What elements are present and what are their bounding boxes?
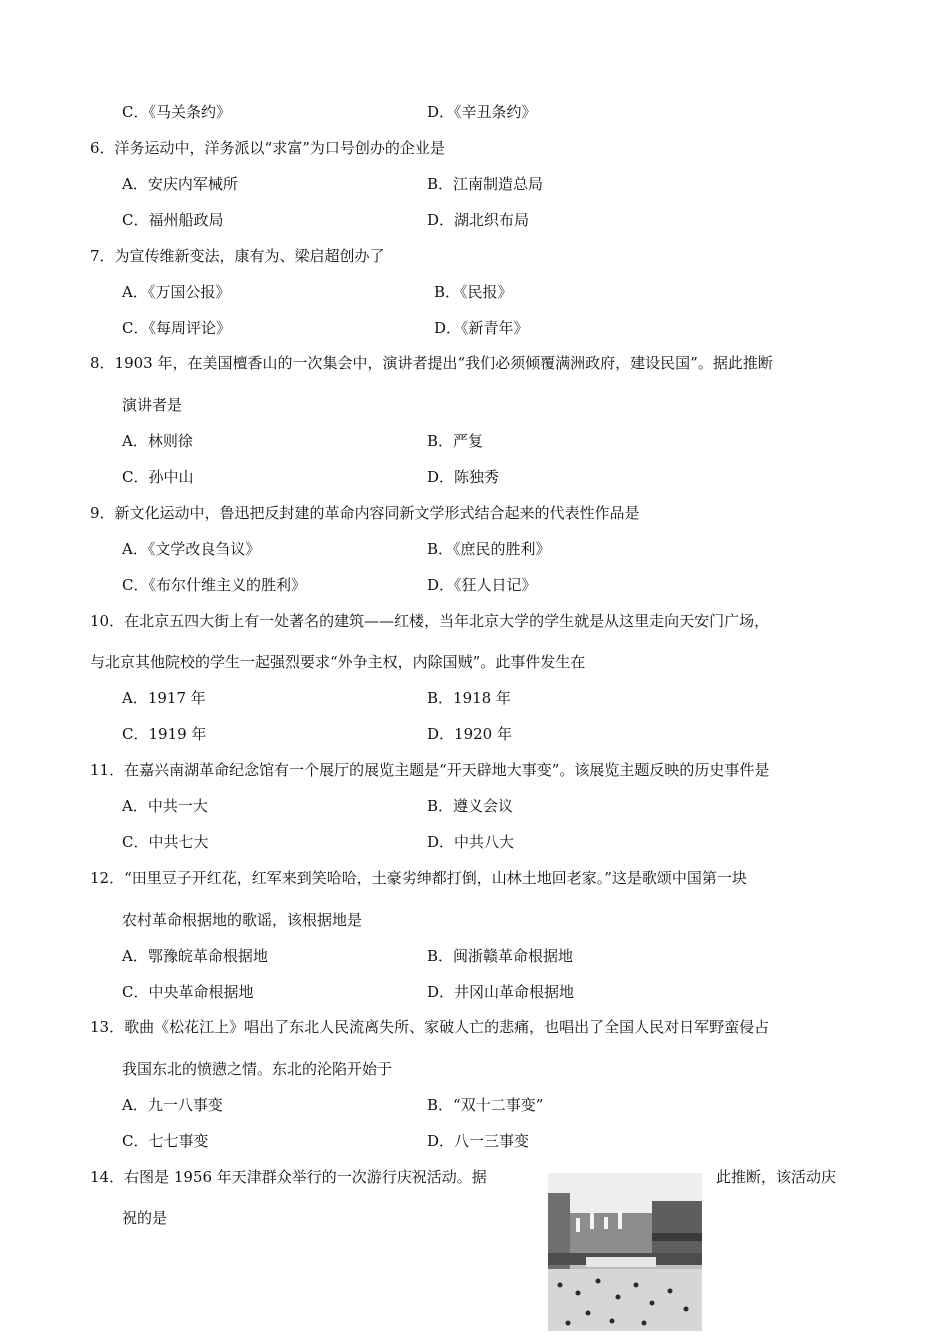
option-c[interactable]: C．《马关条约》: [122, 103, 231, 121]
question-7: 7．为宣传维新变法，康有为、梁启超创办了: [90, 247, 385, 265]
question-12: 12．“田里豆子开红花，红军来到笑哈哈，土豪劣绅都打倒，山林土地回老家。”这是歌颂中国第一块: [90, 869, 747, 887]
question-11: 11．在嘉兴南湖革命纪念馆有一个展厅的展览主题是“开天辟地大事变”。该展览主题反映的历史事件是: [90, 761, 770, 779]
option-d[interactable]: D．《狂人日记》: [427, 576, 537, 594]
option-c[interactable]: C．中共七大: [122, 833, 209, 851]
option-b[interactable]: B．“双十二事变”: [427, 1096, 544, 1114]
option-c[interactable]: C．福州船政局: [122, 211, 224, 229]
question-9: 9．新文化运动中，鲁迅把反封建的革命内容同新文学形式结合起来的代表性作品是: [90, 504, 640, 522]
option-d[interactable]: D．中共八大: [427, 833, 515, 851]
option-a[interactable]: A．鄂豫皖革命根据地: [122, 947, 268, 965]
option-a[interactable]: A．《万国公报》: [122, 283, 231, 301]
option-d[interactable]: D．1920 年: [427, 725, 512, 743]
option-a[interactable]: A．林则徐: [122, 432, 193, 450]
option-a[interactable]: A．中共一大: [122, 797, 208, 815]
question-8-continued: 演讲者是: [122, 396, 183, 414]
option-b[interactable]: B．江南制造总局: [427, 175, 544, 193]
option-b[interactable]: B．《民报》: [434, 283, 513, 301]
option-b[interactable]: B．严复: [427, 432, 484, 450]
option-c[interactable]: C．1919 年: [122, 725, 207, 743]
option-b[interactable]: B．遵义会议: [427, 797, 514, 815]
question-13-continued: 我国东北的愤懑之情。东北的沦陷开始于: [122, 1060, 393, 1078]
option-b[interactable]: B．闽浙赣革命根据地: [427, 947, 574, 965]
question-12-continued: 农村革命根据地的歌谣，该根据地是: [122, 911, 363, 929]
question-13: 13．歌曲《松花江上》唱出了东北人民流离失所、家破人亡的悲痛，也唱出了全国人民对日军野蛮侵占: [90, 1018, 770, 1036]
option-c[interactable]: C．七七事变: [122, 1132, 209, 1150]
question-6: 6．洋务运动中，洋务派以“求富”为口号创办的企业是: [90, 139, 445, 157]
option-a[interactable]: A．九一八事变: [122, 1096, 223, 1114]
option-d[interactable]: D．井冈山革命根据地: [427, 983, 575, 1001]
question-14-continued: 祝的是: [122, 1209, 168, 1227]
option-c[interactable]: C．《每周评论》: [122, 319, 231, 337]
question-8: 8．1903 年，在美国檀香山的一次集会中，演讲者提出“我们必须倾覆满洲政府，建设民国”。据此推断: [90, 354, 773, 372]
option-d[interactable]: D．陈独秀: [427, 468, 500, 486]
option-c[interactable]: C．孙中山: [122, 468, 194, 486]
option-b[interactable]: B．1918 年: [427, 689, 511, 707]
option-d[interactable]: D．湖北织布局: [427, 211, 530, 229]
question-14: 14．右图是 1956 年天津群众举行的一次游行庆祝活动。据: [90, 1168, 487, 1186]
option-c[interactable]: C．《布尔什维主义的胜利》: [122, 576, 306, 594]
option-c[interactable]: C．中央革命根据地: [122, 983, 254, 1001]
option-a[interactable]: A．1917 年: [122, 689, 206, 707]
parade-photo: [548, 1173, 702, 1331]
option-d[interactable]: D．《新青年》: [434, 319, 529, 337]
option-d[interactable]: D．《辛丑条约》: [427, 103, 537, 121]
option-a[interactable]: A．安庆内军械所: [122, 175, 238, 193]
option-a[interactable]: A．《文学改良刍议》: [122, 540, 261, 558]
question-14-text-right: 此推断，该活动庆: [716, 1168, 837, 1186]
option-d[interactable]: D．八一三事变: [427, 1132, 530, 1150]
question-10: 10．在北京五四大街上有一处著名的建筑——红楼，当年北京大学的学生就是从这里走向天安门广场，: [90, 612, 770, 630]
question-10-continued: 与北京其他院校的学生一起强烈要求“外争主权，内除国贼”。此事件发生在: [90, 653, 586, 671]
option-b[interactable]: B．《庶民的胜利》: [427, 540, 551, 558]
